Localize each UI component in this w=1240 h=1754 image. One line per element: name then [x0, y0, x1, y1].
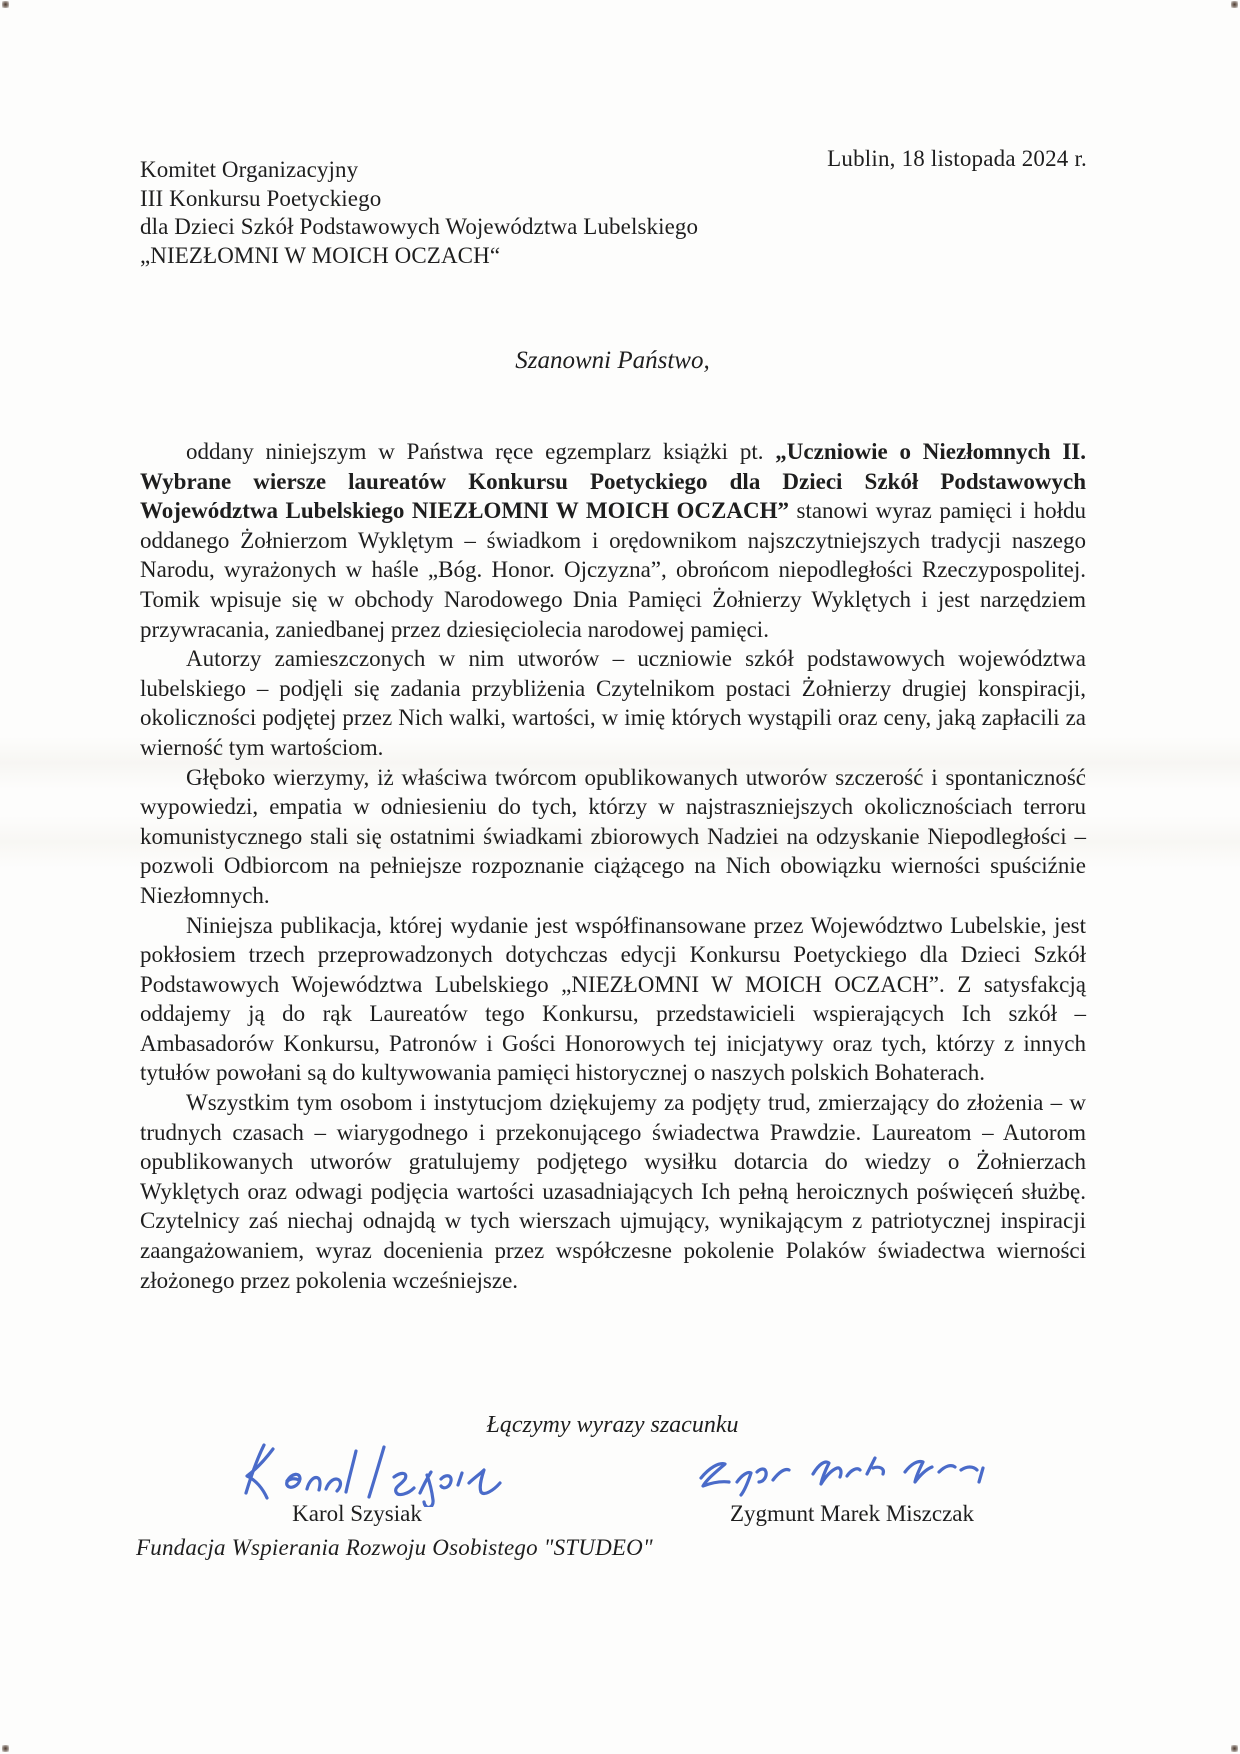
- signature-name-right: Zygmunt Marek Miszczak: [730, 1501, 974, 1526]
- date-line: Lublin, 18 listopada 2024 r.: [827, 146, 1087, 171]
- scan-corner-artifact: [2, 1745, 9, 1752]
- sender-line-committee: Komitet Organizacyjny: [140, 157, 359, 182]
- closing-formula: Łączymy wyrazy szacunku: [486, 1412, 739, 1438]
- paragraph-1: [140, 437, 1086, 644]
- scan-corner-artifact: [1231, 1745, 1238, 1752]
- sender-line-contest: III Konkursu Poetyckiego: [140, 185, 382, 211]
- paragraph-3: Głęboko wierzymy, iż właściwa twórcom opublikowanych utworów szczerość i spontaniczność wypowiedzi, empatia w odniesieniu do tych, którzy w najstraszniejszych okolicznościach terroru komunistycznego stali się ostatnimi świadkami zbiorowych Nadziei na odzyskanie Niepodległości – pozwoli Odbiorcom na pełniejsze rozpoznanie ciążącego na Nich obowiązku wierności spuściźnie Niezłomnych.: [140, 764, 1086, 908]
- signature-left-handwriting: [232, 1437, 542, 1507]
- sender-line-contest-title: „NIEZŁOMNI W MOICH OCZACH“: [140, 242, 501, 268]
- sender-line-audience: dla Dzieci Szkół Podstawowych Województwa Lubelskiego: [140, 214, 699, 240]
- paragraph-1-lead: oddany niniejszym w Państwa ręce egzemplarz książki pt.: [186, 439, 776, 464]
- salutation: Szanowni Państwo,: [515, 347, 710, 374]
- book-title-bold: „Uczniowie o Niezłomnych II. Wybrane wiersze laureatów Konkursu Poetyckiego dla Dzieci Szkół Podstawowych Województwa Lubelskiego NIEZŁOMNI W MOICH OCZACH”: [140, 439, 1086, 524]
- scan-corner-artifact: [2, 1, 9, 8]
- scan-corner-artifact: [1231, 1, 1238, 8]
- paragraph-2: Autorzy zamieszczonych w nim utworów – uczniowie szkół podstawowych województwa lubelskiego – podjęli się zadania przybliżenia Czytelnikom postaci Żołnierzy drugiej konspiracji, okoliczności podjętej przez Nich walki, wartości, w imię których wystąpili oraz ceny, jaką zapłacili za wierność tym wartościom.: [140, 646, 1086, 760]
- letter-body: [140, 437, 1086, 1295]
- sender-block: [140, 156, 698, 270]
- signature-organization-left: Fundacja Wspierania Rozwoju Osobistego "STUDEO": [136, 1535, 653, 1560]
- paragraph-5: Wszystkim tym osobom i instytucjom dziękujemy za podjęty trud, zmierzający do złożenia – w trudnych czasach – wiarygodnego i przekonującego świadectwa Prawdzie. Laureatom – Autorom opublikowanych utworów gratulujemy podjętego wysiłku dotarcia do wiedzy o Żołnierzach Wyklętych oraz odwagi podjęcia wartości uzasadniających Ich pełną heroicznych poświęceń służbę. Czytelnicy zaś niechaj odnajdą w tych wierszach ujmujący, wynikającym z patriotycznej inspiracji zaangażowaniem, wyraz docenienia przez współczesne pokolenie Polaków świadectwa wierności złożonego przez pokolenia wcześniejsze.: [140, 1090, 1086, 1293]
- paragraph-4: Niniejsza publikacja, której wydanie jest współfinansowane przez Województwo Lubelskie, jest pokłosiem trzech przeprowadzonych dotychczas edycji Konkursu Poetyckiego dla Dzieci Szkół Podstawowych Województwa Lubelskiego „NIEZŁOMNI W MOICH OCZACH”. Z satysfakcją oddajemy ją do rąk Laureatów tego Konkursu, przedstawicieli wspierających Ich szkół – Ambasadorów Konkursu, Patronów i Gości Honorowych tej inicjatywy oraz tych, którzy z innych tytułów powołani są do kultywowania pamięci historycznej o naszych polskich Bohaterach.: [140, 912, 1086, 1086]
- signature-name-left: Karol Szysiak: [292, 1501, 422, 1526]
- paragraph-1-rest: stanowi wyraz pamięci i hołdu oddanego Żołnierzom Wyklętym – świadkom i orędownikom najszczytniejszych tradycji naszego Narodu, wyrażonych w haśle „Bóg. Honor. Ojczyzna”, obrońcom niepodległości Rzeczypospolitej. Tomik wpisuje się w obchody Narodowego Dnia Pamięci Żołnierzy Wyklętych i jest narzędziem przywracania, zaniedbanej przez dziesięciolecia narodowej pamięci.: [140, 498, 1086, 642]
- signature-right-handwriting: [693, 1446, 998, 1498]
